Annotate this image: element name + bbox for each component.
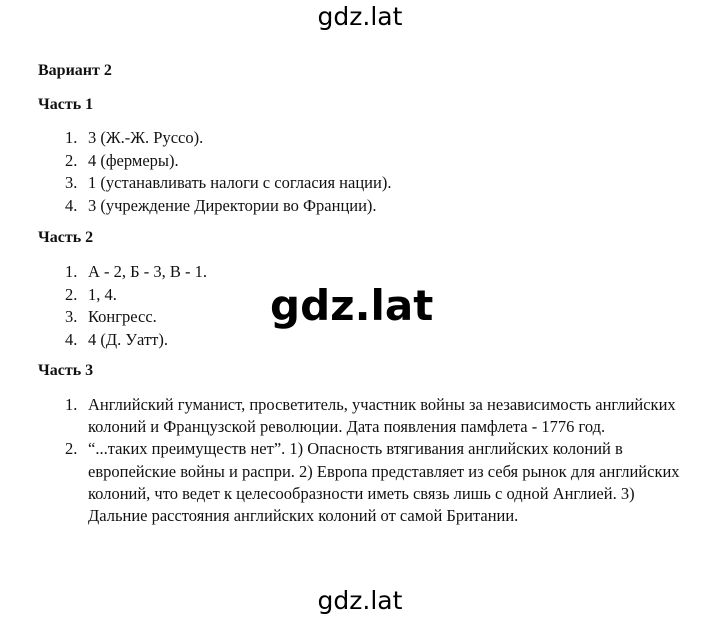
watermark-bottom: gdz.lat bbox=[317, 586, 403, 615]
item-number: 1. bbox=[65, 395, 78, 414]
item-text: А - 2, Б - 3, В - 1. bbox=[88, 262, 208, 281]
part1-list bbox=[60, 127, 391, 217]
list-item bbox=[60, 127, 391, 150]
list-item bbox=[60, 306, 207, 329]
list-item bbox=[60, 261, 207, 284]
item-number: 4. bbox=[65, 329, 78, 349]
list-item bbox=[60, 329, 207, 352]
item-text: 1 (устанавливать налоги с согласия нации). bbox=[88, 173, 392, 192]
item-number: 4. bbox=[65, 195, 78, 215]
list-item bbox=[60, 150, 391, 173]
variant-title: Вариант 2 bbox=[38, 62, 112, 79]
item-text: 1, 4. bbox=[88, 284, 117, 304]
part2-title: Часть 2 bbox=[38, 229, 94, 246]
item-number: 2. bbox=[65, 150, 78, 170]
item-text: “...таких преимуществ нет”. 1) Опасность втягивания английских колоний в европейские войны и распри. 2) Европа представляет из себя рынок для английских колоний, что ведет к целесообразности иметь связь лишь с одной Англией. 3) Дальние расстояния английских колоний от самой Британии. bbox=[88, 439, 680, 526]
item-text: 4 (Д. Уатт). bbox=[88, 329, 168, 349]
list-item bbox=[60, 438, 680, 527]
part3-title: Часть 3 bbox=[38, 362, 94, 379]
item-text: Английский гуманист, просветитель, участник войны за независимость английских колоний и Французской революции. Дата появления памфлета - 1776 год. bbox=[88, 395, 676, 437]
watermark-top: gdz.lat bbox=[317, 2, 403, 31]
item-text: 3 (Ж.-Ж. Руссо). bbox=[88, 128, 204, 147]
item-text: 4 (фермеры). bbox=[88, 150, 179, 170]
item-number: 1. bbox=[65, 262, 78, 281]
list-item bbox=[60, 172, 391, 195]
item-number: 3. bbox=[65, 173, 78, 192]
list-item bbox=[60, 394, 680, 438]
list-item bbox=[60, 195, 391, 218]
list-item bbox=[60, 284, 207, 307]
part3-list bbox=[60, 394, 680, 527]
watermark-center: gdz.lat bbox=[270, 281, 434, 330]
part2-list bbox=[60, 261, 207, 351]
item-number: 3. bbox=[65, 307, 78, 326]
item-number: 2. bbox=[65, 439, 78, 459]
item-text: 3 (учреждение Директории во Франции). bbox=[88, 195, 377, 215]
item-number: 1. bbox=[65, 128, 78, 147]
part1-title: Часть 1 bbox=[38, 96, 94, 113]
item-number: 2. bbox=[65, 284, 78, 304]
item-text: Конгресс. bbox=[88, 307, 157, 326]
